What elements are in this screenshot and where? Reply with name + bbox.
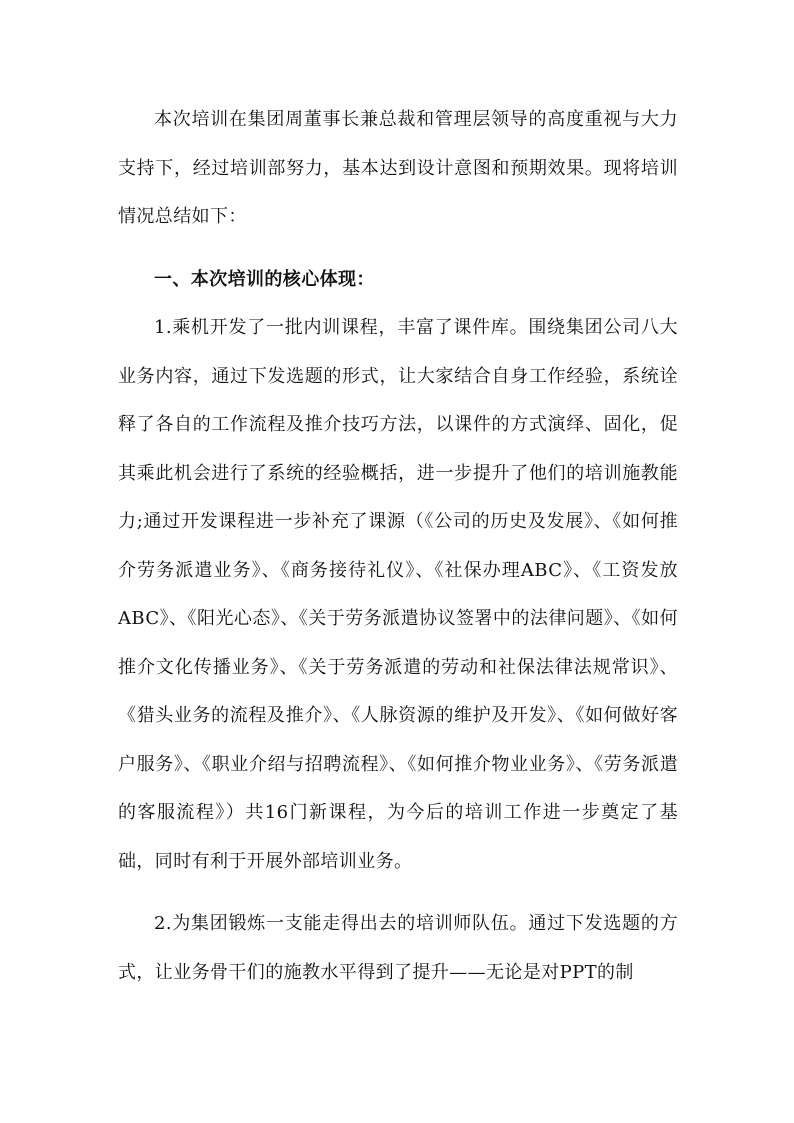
paragraph-gap [118, 242, 678, 256]
point-2-paragraph: 2.为集团锻炼一支能走得出去的培训师队伍。通过下发选题的方式，让业务骨干们的施教水平得到了提升——无论是对PPT的制 [118, 913, 678, 983]
section-heading: 一、本次培训的核心体现： [154, 268, 375, 290]
intro-paragraph: 本次培训在集团周董事长兼总裁和管理层领导的高度重视与大力支持下，经过培训部努力，基本达到设计意图和预期效果。现将培训情况总结如下： [118, 109, 678, 227]
paragraph-gap [118, 886, 678, 900]
document-page [118, 96, 678, 997]
point-1-paragraph: 1.乘机开发了一批内训课程，丰富了课件库。围绕集团公司八大业务内容，通过下发选题的形式，让大家结合自身工作经验，系统诠释了各自的工作流程及推介技巧方法，以课件的方式演绎、固化，促其乘此机会进行了系统的经验概括，进一步提升了他们的培训施教能力;通过开发课程进一步补充了课源（《公司的历史及发展》、《如何推介劳务派遣业务》、《商务接待礼仪》、《社保办理ABC》、《工资发放ABC》、《阳光心态》、《关于劳务派遣协议签署中的法律问题》、《如何推介文化传播业务》、《关于劳务派遣的劳动和社保法律法规常识》、《猎头业务的流程及推介》、《人脉资源的维护及开发》、《如何做好客户服务》、《职业介绍与招聘流程》、《如何推介物业业务》、《劳务派遣的客服流程》）共16门新课程，为今后的培训工作进一步奠定了基础，同时有利于开展外部培训业务。 [118, 317, 678, 872]
